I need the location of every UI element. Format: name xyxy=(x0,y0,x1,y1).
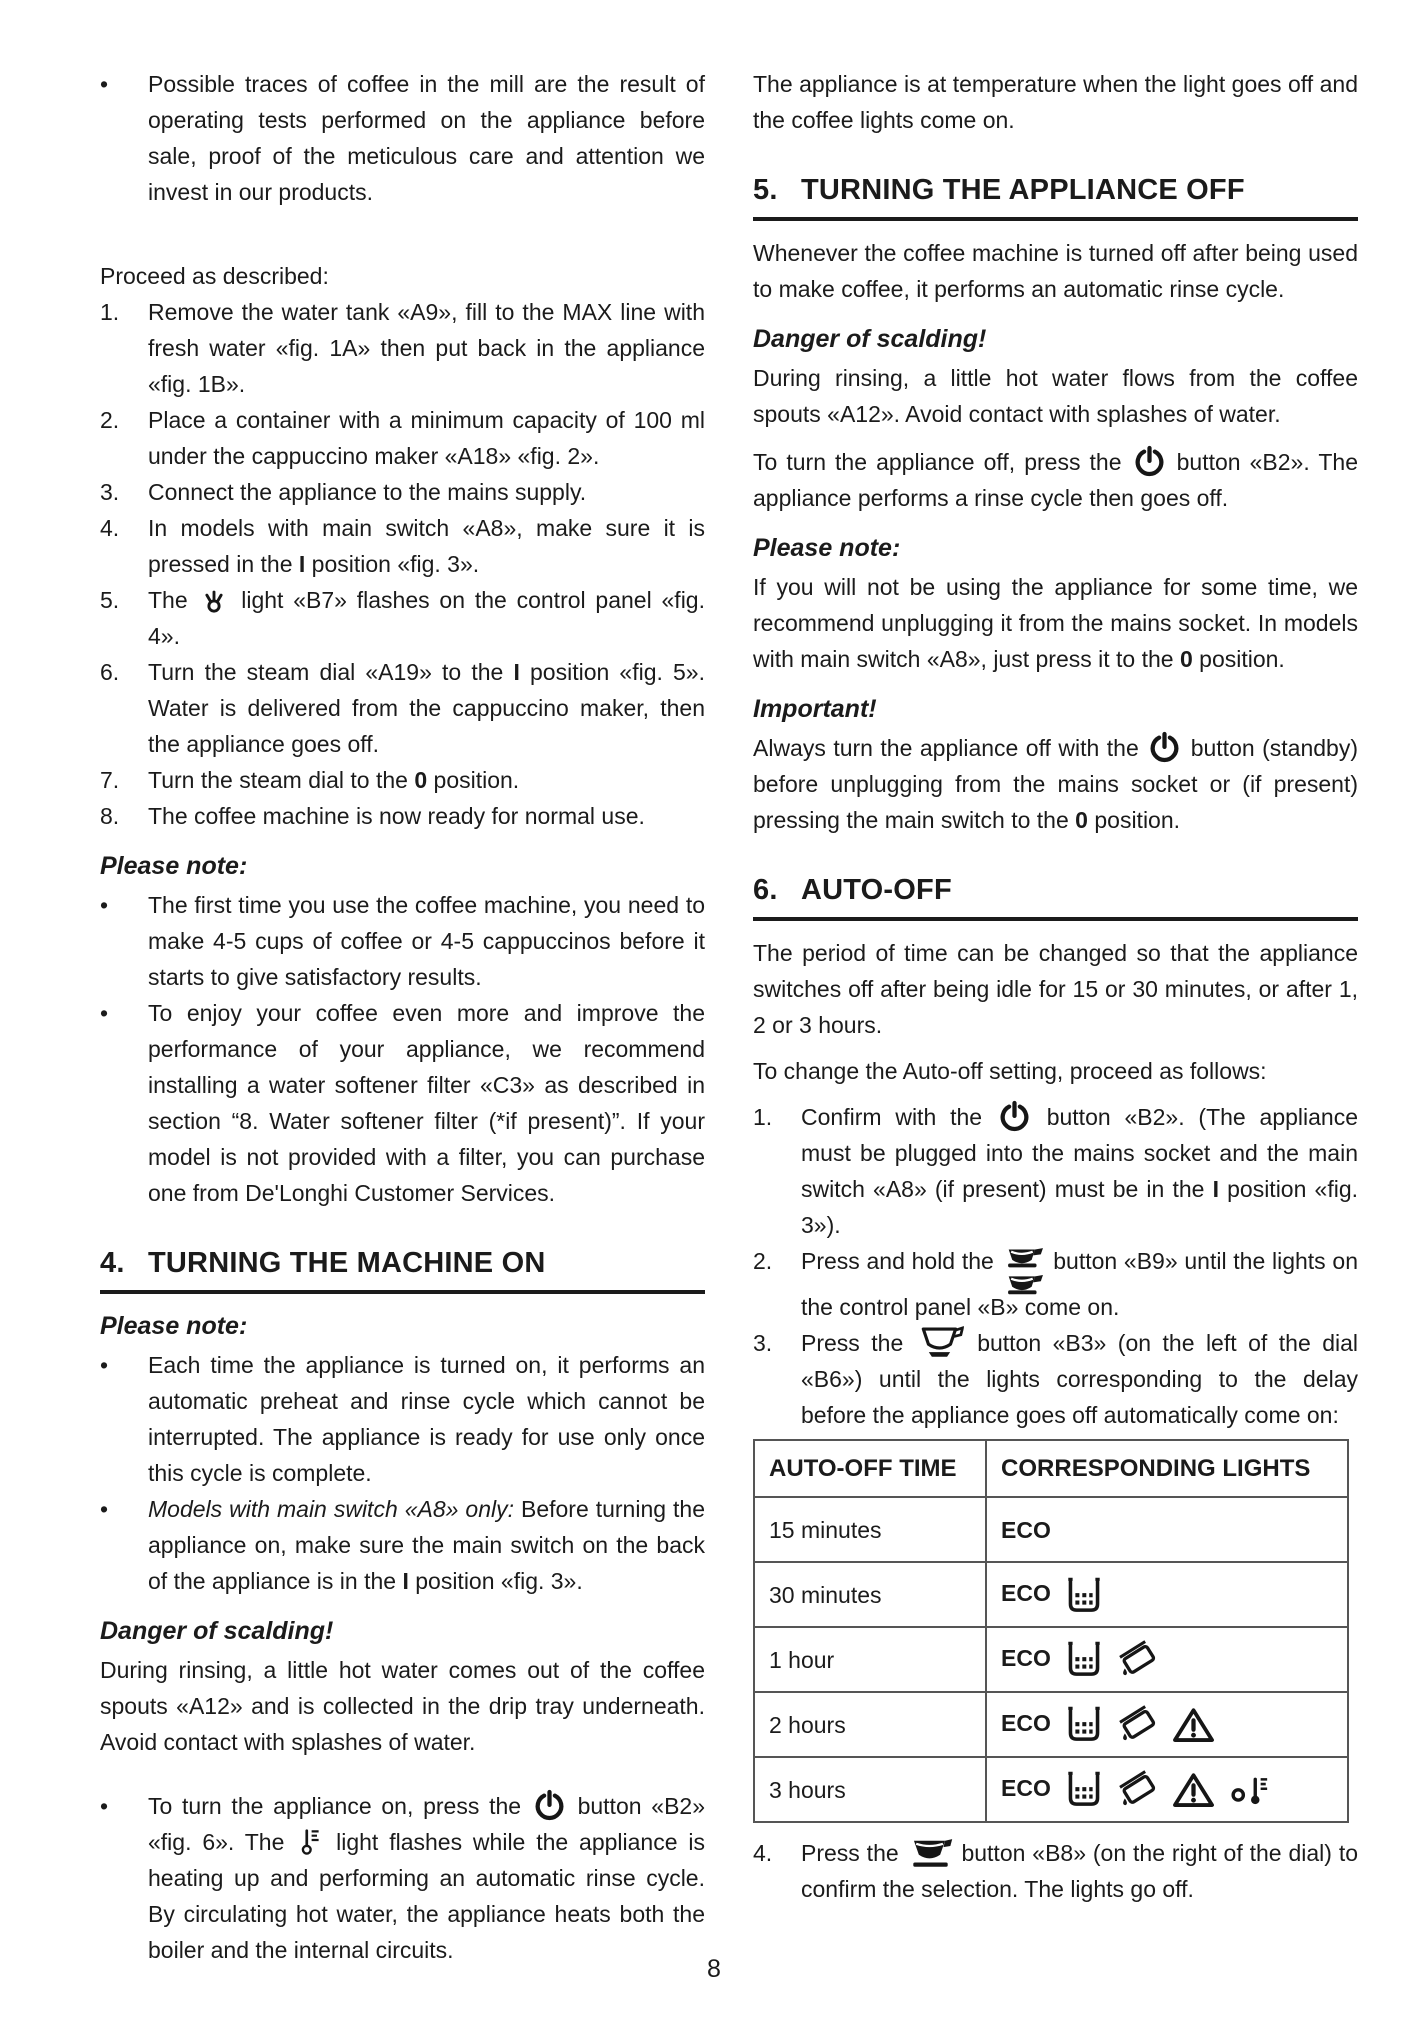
list-item xyxy=(100,798,705,834)
text-segment: Confirm with the xyxy=(801,1104,996,1130)
list-text xyxy=(148,402,705,474)
bullet-item xyxy=(100,995,705,1211)
text-segment: position «fig. 3»). xyxy=(801,1176,1358,1238)
list-item xyxy=(100,294,705,402)
text-segment: Press and hold the xyxy=(801,1248,1001,1274)
text-segment: light «B7» flashes on the control panel «fig. 4». xyxy=(148,587,705,649)
bold-segment: I xyxy=(513,659,520,685)
text-segment: To turn the appliance on, press the xyxy=(148,1793,531,1819)
table-row xyxy=(754,1627,1348,1692)
danger-heading: Danger of scalding! xyxy=(100,1617,334,1645)
list-item xyxy=(100,510,705,582)
bullet-glyph: • xyxy=(100,71,109,97)
section-heading-5 xyxy=(753,172,1358,221)
table-cell-lights xyxy=(986,1497,1348,1562)
proceed-label: Proceed as described: xyxy=(100,263,329,289)
text-segment: button «B2». The appliance performs a rinse cycle then goes off. xyxy=(753,449,1358,511)
thermometer-icon xyxy=(296,1826,324,1857)
eco-label: ECO xyxy=(1001,1516,1051,1543)
paragraph xyxy=(753,444,1358,516)
list-text xyxy=(801,1243,1358,1325)
table-cell-time: 3 hours xyxy=(754,1757,986,1822)
lights-icons xyxy=(1051,1710,1215,1736)
text-segment: In models with main switch «A8», make sure it is pressed in the xyxy=(148,515,705,577)
cup-outline-icon xyxy=(917,1326,964,1359)
paragraph: Each time the appliance is turned on, it performs an automatic preheat and rinse cycle which cannot be interrupted. The appliance is ready for use only once this cycle is complete. xyxy=(148,1352,705,1486)
list-text xyxy=(148,762,705,798)
bold-segment: 0 xyxy=(414,767,428,793)
note-heading: Please note: xyxy=(100,852,248,880)
list-item xyxy=(100,402,705,474)
list-number: 4. xyxy=(100,515,120,541)
section-title: TURNING THE MACHINE ON xyxy=(148,1247,546,1279)
grounds-container-icon xyxy=(1117,1705,1159,1744)
table-row xyxy=(754,1562,1348,1627)
paragraph: The appliance is at temperature when the light goes off and the coffee lights come on. xyxy=(753,71,1358,133)
lights-icons xyxy=(1051,1775,1274,1801)
paragraph: The first time you use the coffee machine, you need to make 4-5 cups of coffee or 4-5 cappuccinos before it starts to give satisfactory results. xyxy=(148,892,705,990)
eco-label: ECO xyxy=(1001,1709,1051,1736)
two-cups-icon xyxy=(1004,1247,1044,1299)
table-header-row xyxy=(754,1440,1348,1497)
spacer xyxy=(100,1760,705,1774)
descale-icon xyxy=(1228,1773,1274,1807)
text-segment: button «B9» until the lights on the control panel «B» come on. xyxy=(801,1248,1358,1320)
text-segment: To turn the appliance off, press the xyxy=(753,449,1131,475)
list-text xyxy=(148,294,705,402)
list-text xyxy=(801,1099,1358,1243)
list-number: 5. xyxy=(100,587,120,613)
power-icon xyxy=(533,1789,566,1822)
bold-segment: I xyxy=(402,1568,409,1594)
list-number: 3. xyxy=(100,479,120,505)
water-tank-icon xyxy=(1064,1577,1104,1614)
list-number: 6. xyxy=(100,659,120,685)
text-segment: Turn the steam dial «A19» to the xyxy=(148,659,514,685)
table-cell-lights xyxy=(986,1692,1348,1757)
table-cell-time: 1 hour xyxy=(754,1627,986,1692)
table-header-cell: CORRESPONDING LIGHTS xyxy=(986,1440,1348,1497)
list-text xyxy=(801,1325,1358,1433)
bold-segment: 0 xyxy=(1179,646,1193,672)
bullet-item xyxy=(100,887,705,995)
paragraph: To change the Auto-off setting, proceed as follows: xyxy=(753,1058,1267,1084)
lights-icons xyxy=(1051,1580,1104,1606)
list-item xyxy=(100,654,705,762)
list-item xyxy=(100,474,705,510)
list-text xyxy=(148,654,705,762)
list-number: 2. xyxy=(753,1248,773,1274)
section-number: 6. xyxy=(753,874,778,906)
table-row xyxy=(754,1757,1348,1822)
text-segment: button «B8» (on the right of the dial) to confirm the selection. The lights go off. xyxy=(801,1840,1359,1902)
eco-label: ECO xyxy=(1001,1580,1051,1607)
text-segment: position «fig. 3». xyxy=(305,551,480,577)
paragraph xyxy=(148,1788,705,1968)
paragraph: Whenever the coffee machine is turned off after being used to make coffee, it performs an automatic rinse cycle. xyxy=(753,240,1358,302)
paragraph: During rinsing, a little hot water flows from the coffee spouts «A12». Avoid contact with splashes of water. xyxy=(753,365,1358,427)
text-segment: Turn the steam dial to the xyxy=(148,767,415,793)
table-row xyxy=(754,1497,1348,1562)
list-number: 3. xyxy=(753,1330,773,1356)
column-left xyxy=(100,66,705,1968)
auto-off-table xyxy=(753,1439,1349,1823)
section-number: 5. xyxy=(753,174,778,206)
bold-segment: I xyxy=(1212,1176,1219,1202)
important-heading: Important! xyxy=(753,695,877,723)
paragraph: To enjoy your coffee even more and improve the performance of your appliance, we recommend installing a water softener filter «C3» as described in section “8. Water softener filter (*if present)”. If your model is not provided with a filter, you can purchase one from De'Longhi Customer Services. xyxy=(148,1000,705,1206)
note-heading: Please note: xyxy=(100,1312,248,1340)
section-title: TURNING THE APPLIANCE OFF xyxy=(801,174,1245,206)
section-title: AUTO-OFF xyxy=(801,874,952,906)
page-number: 8 xyxy=(707,1955,721,1983)
text-segment: Press the xyxy=(801,1330,915,1356)
bullet-glyph: • xyxy=(100,1000,109,1026)
italic-segment: Models with main switch «A8» only: xyxy=(148,1496,514,1522)
danger-heading: Danger of scalding! xyxy=(753,325,987,353)
list-item xyxy=(100,582,705,654)
section-number: 4. xyxy=(100,1247,125,1279)
text-segment: Place a container with a minimum capacity of 100 ml under the cappuccino maker «A18» «fig. 2». xyxy=(148,407,705,469)
bullet-glyph: • xyxy=(100,892,109,918)
text-segment: Before turning the appliance on, make sure the main switch on the back of the appliance is in the xyxy=(148,1496,705,1594)
bold-segment: 0 xyxy=(1075,807,1088,833)
list-item xyxy=(753,1099,1358,1243)
text-segment: button «B3» (on the left of the dial «B6») until the lights corresponding to the delay before the appliance goes off automatically come on: xyxy=(801,1330,1359,1428)
list-item xyxy=(753,1243,1358,1325)
text-segment: position «fig. 5». Water is delivered from the cappuccino maker, then the appliance goes off. xyxy=(148,659,705,757)
text-segment: The coffee machine is now ready for normal use. xyxy=(148,803,645,829)
table-cell-lights xyxy=(986,1562,1348,1627)
water-tank-icon xyxy=(1064,1641,1104,1678)
list-text xyxy=(801,1835,1358,1907)
bullet-glyph: • xyxy=(100,1496,109,1522)
table-cell-time: 2 hours xyxy=(754,1692,986,1757)
list-number: 1. xyxy=(100,299,120,325)
bullet-item xyxy=(100,1347,705,1491)
list-number: 2. xyxy=(100,407,120,433)
text-segment: light flashes while the appliance is heating up and performing an automatic rinse cycle. By circulating hot water, the appliance heats both the boiler and the internal circuits. xyxy=(148,1829,705,1963)
list-number: 8. xyxy=(100,803,120,829)
list-item xyxy=(753,1325,1358,1433)
table-cell-time: 30 minutes xyxy=(754,1562,986,1627)
bullet-glyph: • xyxy=(100,1793,109,1819)
paragraph: During rinsing, a little hot water comes out of the coffee spouts «A12» and is collected in the drip tray underneath. Avoid contact with splashes of water. xyxy=(100,1657,705,1755)
power-icon xyxy=(998,1100,1031,1133)
list-number: 7. xyxy=(100,767,120,793)
text-segment: button «B2» «fig. 6». The xyxy=(148,1793,705,1855)
text-segment: Connect the appliance to the mains supply. xyxy=(148,479,587,505)
bullet-item xyxy=(100,1788,705,1968)
table-cell-time: 15 minutes xyxy=(754,1497,986,1562)
list-number: 1. xyxy=(753,1104,773,1130)
text-segment: position «fig. 3». xyxy=(408,1568,583,1594)
table-row xyxy=(754,1692,1348,1757)
steam-icon xyxy=(199,585,229,615)
text-segment: button (standby) before unplugging from the mains socket or (if present) pressing the main switch to the xyxy=(753,735,1358,833)
table-cell-lights xyxy=(986,1627,1348,1692)
table-header-cell: AUTO-OFF TIME xyxy=(754,1440,986,1497)
paragraph: Possible traces of coffee in the mill are the result of operating tests performed on the appliance before sale, proof of the meticulous care and attention we invest in our products. xyxy=(148,71,705,205)
text-segment: The xyxy=(148,587,198,613)
warning-icon xyxy=(1172,1771,1215,1809)
bullet-item xyxy=(100,1491,705,1599)
column-right xyxy=(753,66,1358,1968)
list-text xyxy=(148,798,705,834)
list-text xyxy=(148,582,705,654)
list-number: 4. xyxy=(753,1840,773,1866)
power-icon xyxy=(1148,731,1181,764)
note-heading: Please note: xyxy=(753,534,901,562)
eco-label: ECO xyxy=(1001,1774,1051,1801)
bullet-glyph: • xyxy=(100,1352,109,1378)
cup-filled-icon xyxy=(908,1838,953,1870)
section-heading-6 xyxy=(753,872,1358,921)
lights-icons xyxy=(1051,1645,1159,1671)
water-tank-icon xyxy=(1064,1706,1104,1743)
paragraph xyxy=(753,730,1358,838)
eco-label: ECO xyxy=(1001,1644,1051,1671)
text-segment: If you will not be using the appliance for some time, we recommend unplugging it from the mains socket. In models with main switch «A8», just press it to the xyxy=(753,574,1358,672)
grounds-container-icon xyxy=(1117,1640,1159,1679)
list-item xyxy=(753,1835,1358,1907)
text-segment: Always turn the appliance off with the xyxy=(753,735,1147,761)
text-segment: Press the xyxy=(801,1840,906,1866)
water-tank-icon xyxy=(1064,1771,1104,1808)
table-cell-lights xyxy=(986,1757,1348,1822)
list-text xyxy=(148,474,705,510)
text-segment: position. xyxy=(427,767,520,793)
grounds-container-icon xyxy=(1117,1770,1159,1809)
list-text xyxy=(148,510,705,582)
bold-segment: I xyxy=(298,551,306,577)
text-segment: position. xyxy=(1192,646,1285,672)
bullet-item xyxy=(100,66,705,210)
paragraph: The period of time can be changed so that the appliance switches off after being idle for 15 or 30 minutes, or after 1, 2 or 3 hours. xyxy=(753,940,1358,1038)
power-icon xyxy=(1133,445,1166,478)
section-heading-4 xyxy=(100,1245,705,1294)
spacer xyxy=(100,1774,705,1788)
warning-icon xyxy=(1172,1706,1215,1744)
text-segment: position. xyxy=(1087,807,1181,833)
paragraph xyxy=(148,1491,705,1599)
spacer xyxy=(100,210,705,258)
list-item xyxy=(100,762,705,798)
paragraph xyxy=(753,569,1358,677)
text-segment: Remove the water tank «A9», fill to the MAX line with fresh water «fig. 1A» then put back in the appliance «fig. 1B». xyxy=(148,299,705,397)
text-segment: button «B2». (The appliance must be plugged into the mains socket and the main switch «A8» (if present) must be in the xyxy=(801,1104,1358,1202)
